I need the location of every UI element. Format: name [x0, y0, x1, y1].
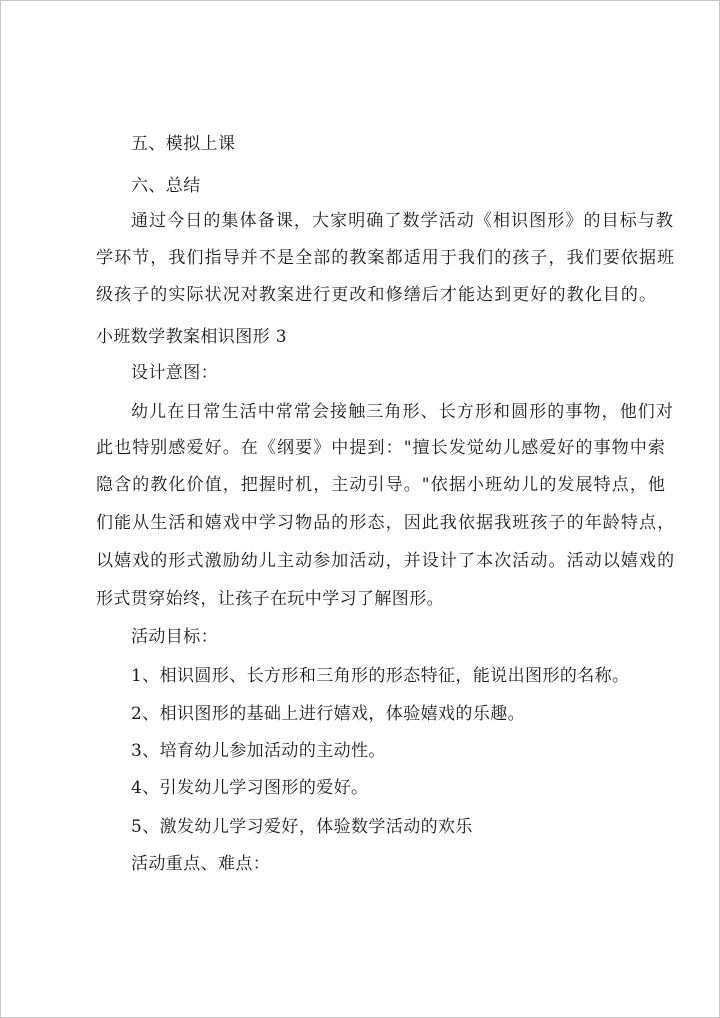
- paragraph-line: 级孩子的实际状况对教案进行更改和修缮后才能达到更好的教化目的。: [96, 285, 658, 305]
- section-heading-mock-lesson: 五、模拟上课: [131, 134, 236, 154]
- paragraph-line: 学环节，我们指导并不是全部的教案都适用于我们的孩子，我们要依据班: [96, 248, 676, 268]
- paragraph-line: 隐含的教化价值，把握时机，主动引导。"依据小班幼儿的发展特点，他: [96, 475, 667, 495]
- paragraph-line: 通过今日的集体备课，大家明确了数学活动《相识图形》的目标与教: [131, 211, 674, 231]
- list-item: 2、相识图形的基础上进行嬉戏，体验嬉戏的乐趣。: [131, 704, 526, 724]
- list-item: 4、引发幼儿学习图形的爱好。: [131, 778, 369, 798]
- paragraph-line: 以嬉戏的形式激励幼儿主动参加活动，并设计了本次活动。活动以嬉戏的: [96, 551, 676, 571]
- list-item: 1、相识圆形、长方形和三角形的形态特征，能说出图形的名称。: [131, 666, 630, 686]
- section-heading-design-intent: 设计意图：: [131, 363, 218, 383]
- document-title: 小班数学教案相识图形 3: [96, 327, 288, 347]
- section-heading-objectives: 活动目标：: [131, 627, 218, 647]
- paragraph-line: 形式贯穿始终，让孩子在玩中学习了解图形。: [96, 589, 444, 609]
- list-item: 5、激发幼儿学习爱好，体验数学活动的欢乐: [131, 817, 473, 837]
- paragraph-line: 幼儿在日常生活中常常会接触三角形、长方形和圆形的事物，他们对: [131, 402, 674, 422]
- list-item: 3、培育幼儿参加活动的主动性。: [131, 741, 386, 761]
- paragraph-line: 们能从生活和嬉戏中学习物品的形态，因此我依据我班孩子的年龄特点，: [96, 513, 676, 533]
- section-heading-summary: 六、总结: [131, 176, 201, 196]
- paragraph-line: 此也特别感爱好。在《纲要》中提到："擅长发觉幼儿感爱好的事物中索: [96, 438, 667, 458]
- section-heading-key-points: 活动重点、难点：: [131, 854, 271, 874]
